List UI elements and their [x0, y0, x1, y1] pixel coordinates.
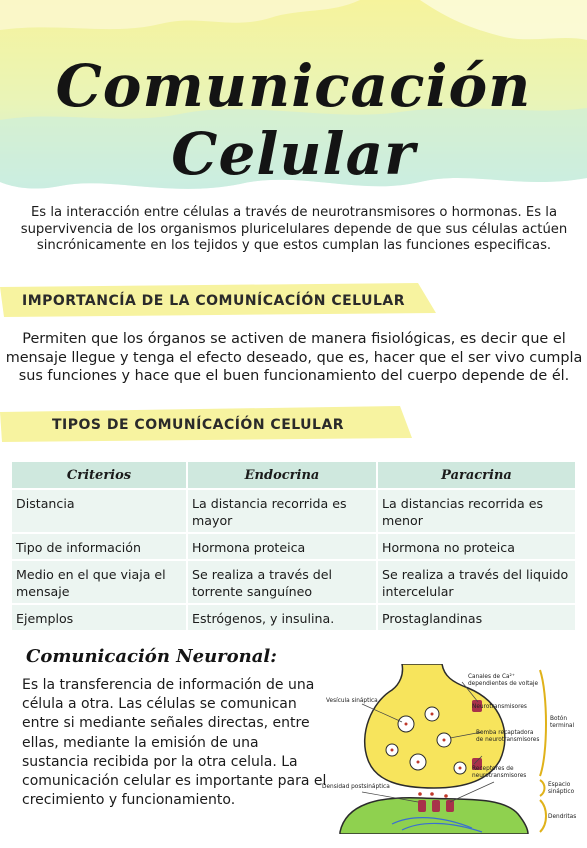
table-cell: Se realiza a través del liquido intercelular	[378, 561, 575, 603]
table-header-row	[12, 462, 575, 488]
table-cell: Tipo de información	[12, 534, 186, 559]
table-cell: Hormona no proteica	[378, 534, 575, 559]
section-banner-tipos	[0, 406, 416, 444]
column-header: Endocrina	[188, 462, 376, 488]
intro-paragraph: Es la interacción entre células a través de neurotransmisores o hormonas. Es la supervivencia de los organismos pluricelulares depende de que sus células actúen sincrónicamente en los tejidos y que estos cumplan las funciones especificas.	[20, 205, 568, 253]
label-dendritas: Dendritas	[548, 814, 577, 820]
label-bomba-2: de neurotransmisores	[476, 737, 540, 743]
synapse-diagram	[322, 664, 584, 834]
label-espacio-2: sináptico	[548, 789, 575, 795]
table-cell: Ejemplos	[12, 605, 186, 630]
comparison-table	[10, 460, 577, 632]
label-espacio: Espacio	[548, 782, 571, 788]
label-canales: Canales de Ca²⁺	[468, 674, 515, 680]
label-canales-2: dependientes de voltaje	[468, 681, 539, 687]
label-receptores: Receptores de	[472, 766, 514, 772]
table-cell: Hormona proteica	[188, 534, 376, 559]
table-cell: La distancias recorrida es menor	[378, 490, 575, 532]
label-vesicula: Vesícula sináptica	[326, 698, 378, 704]
importancia-paragraph: Permiten que los órganos se activen de manera fisiológicas, es decir que el mensaje llegue y tenga el efecto deseado, que es, hacer que el ser vivo cumpla sus funciones y hace que el buen funcionamiento del cuerpo depende de él.	[5, 331, 583, 384]
section-heading: IMPORTANCÍA DE LA COMUNÍCACÍÓN CELULAR	[22, 293, 405, 309]
page-title: Comunicación Celular	[55, 52, 532, 188]
neuronal-heading: Comunicación Neuronal:	[26, 646, 277, 667]
table-row	[12, 561, 575, 603]
neuronal-paragraph: Es la transferencia de información de una célula a otra. Las células se comunican entre si mediante señales directas, entre ellas, mediante la emisión de una sustancia recibida por la otra celula. La comunicación celular es importante para el crecimiento y funcionamiento.	[22, 677, 327, 809]
table-cell: Medio en el que viaja el mensaje	[12, 561, 186, 603]
label-boton: Botón	[550, 716, 568, 722]
column-header: Paracrina	[378, 462, 575, 488]
table-row	[12, 490, 575, 532]
table-cell: Distancia	[12, 490, 186, 532]
table-cell: La distancia recorrida es mayor	[188, 490, 376, 532]
section-heading: TIPOS DE COMUNÍCACÍÓN CELULAR	[52, 417, 345, 433]
label-densidad: Densidad postsináptica	[322, 784, 390, 790]
label-bomba: Bomba recaptadora	[476, 730, 534, 736]
table-cell: Se realiza a través del torrente sanguíneo	[188, 561, 376, 603]
column-header: Criterios	[12, 462, 186, 488]
table-cell: Prostaglandinas	[378, 605, 575, 630]
table-row	[12, 605, 575, 630]
label-receptores-2: neurotransmisores	[472, 773, 527, 779]
label-boton-2: terminal	[550, 723, 575, 729]
label-neurotransmisores: Neurotransmisores	[472, 704, 527, 710]
section-banner-importancia	[0, 283, 440, 319]
table-cell: Estrógenos, y insulina.	[188, 605, 376, 630]
table-row	[12, 534, 575, 559]
